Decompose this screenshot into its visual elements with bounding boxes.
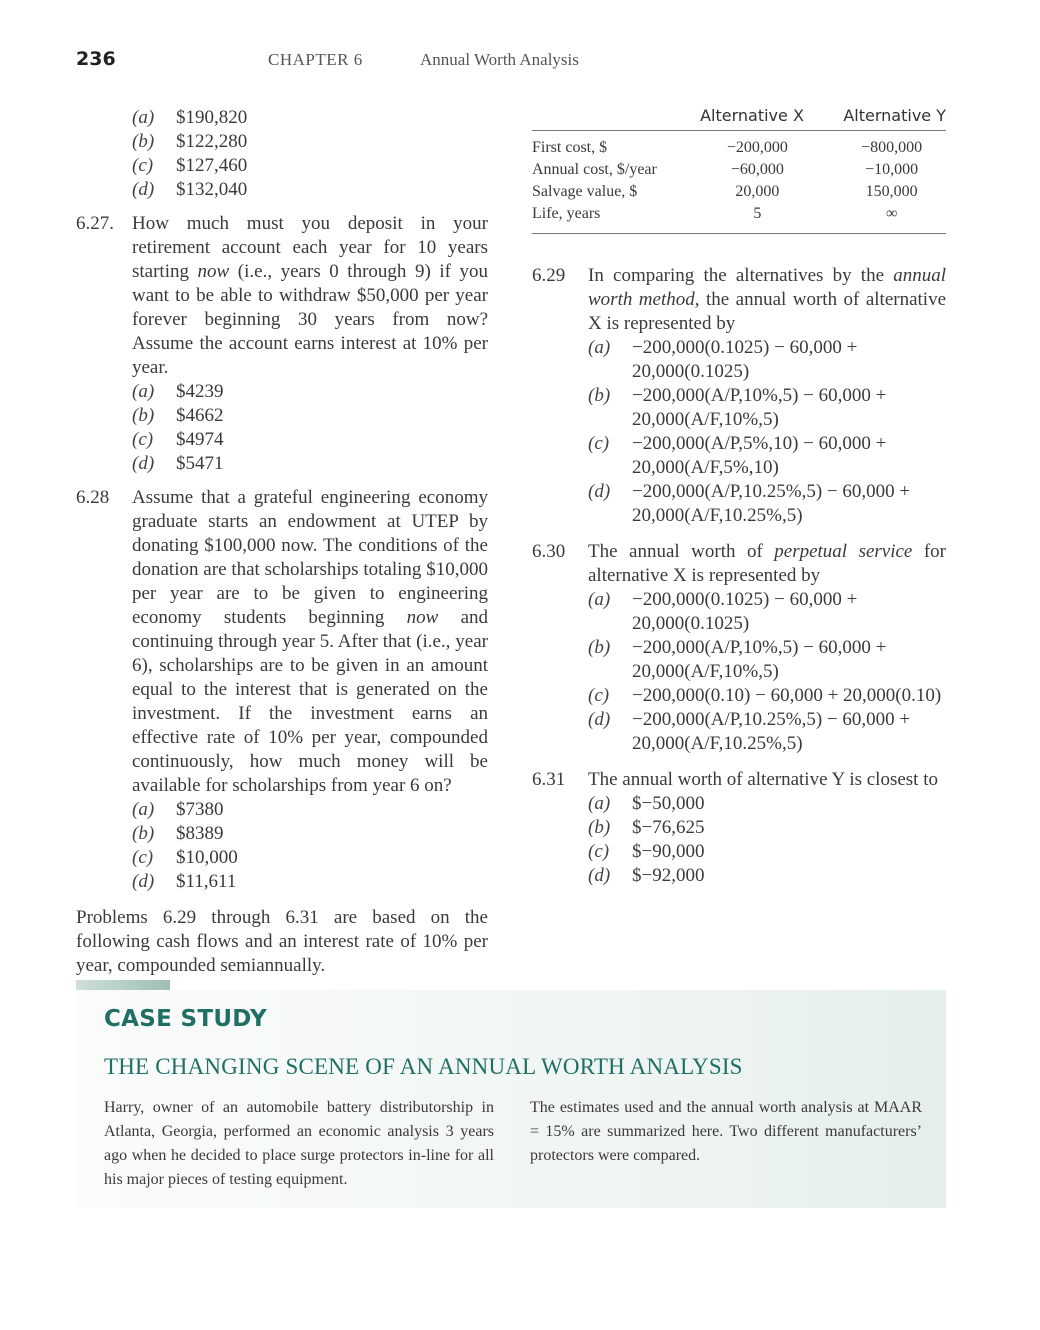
problem-6-28 xyxy=(76,486,488,798)
option-label: (b) xyxy=(132,131,155,152)
problem-6-31-options xyxy=(588,792,946,888)
option-label: (d) xyxy=(132,179,155,200)
option-value: $4239 xyxy=(176,381,224,402)
option-item xyxy=(132,846,488,870)
emphasis: perpetual service xyxy=(774,541,913,562)
problem-text xyxy=(132,486,488,798)
problem-6-29 xyxy=(532,264,946,336)
option-value: $−50,000 xyxy=(632,793,705,814)
option-value: $4662 xyxy=(176,405,224,426)
option-value: −200,000(A/P,10.25%,5) − 60,000 + 20,000(A/F,10.25%,5) xyxy=(632,481,911,526)
prev-problem-options xyxy=(132,106,488,202)
option-value: $190,820 xyxy=(176,107,248,128)
text-part: The annual worth of xyxy=(588,541,775,562)
option-item xyxy=(132,154,488,178)
emphasis: annual worth method, xyxy=(588,265,946,310)
option-item xyxy=(588,684,946,708)
cell-y: −800,000 xyxy=(861,139,923,156)
left-column xyxy=(76,106,488,978)
right-column xyxy=(532,106,946,888)
option-label: (a) xyxy=(132,381,155,402)
option-value: −200,000(A/P,10.25%,5) − 60,000 + 20,000(A/F,10.25%,5) xyxy=(632,709,911,754)
option-value: $−90,000 xyxy=(632,841,705,862)
option-value: −200,000(A/P,10%,5) − 60,000 + 20,000(A/F,10%,5) xyxy=(632,637,887,682)
option-label: (a) xyxy=(588,589,611,610)
problem-6-30 xyxy=(532,540,946,588)
problem-6-29-options xyxy=(588,336,946,528)
option-item xyxy=(132,106,488,130)
option-item xyxy=(132,404,488,428)
case-study-paragraph-1: Harry, owner of an automobile battery distributorship in Atlanta, Georgia, performed an economic analysis 3 years ago when he decided to place surge protectors in-line for all his major pieces of testing equipment. xyxy=(104,1099,494,1188)
option-item xyxy=(132,428,488,452)
option-value: $10,000 xyxy=(176,847,238,868)
cash-flow-table xyxy=(532,106,946,234)
option-value: −200,000(0.10) − 60,000 + 20,000(0.10) xyxy=(632,685,942,706)
option-item xyxy=(132,870,488,894)
option-value: $132,040 xyxy=(176,179,248,200)
problem-text xyxy=(588,540,946,588)
row-label: First cost, $ xyxy=(532,139,608,156)
option-value: $127,460 xyxy=(176,155,248,176)
cell-y: ∞ xyxy=(885,205,898,222)
problem-number: 6.27. xyxy=(76,213,114,234)
option-label: (c) xyxy=(588,433,610,454)
text-part: Assume that a grateful engineering economy graduate starts an endowment at UTEP by donating $100,000 now. The conditions of the donation are that scholarships totaling $10,000 per year are to be given to engineering economy students beginning xyxy=(132,487,488,628)
option-item xyxy=(132,380,488,404)
row-label: Salvage value, $ xyxy=(532,183,638,200)
option-item xyxy=(588,588,946,636)
cell-x: −200,000 xyxy=(726,139,788,156)
option-label: (c) xyxy=(132,155,154,176)
option-item xyxy=(132,452,488,476)
problem-number: 6.29 xyxy=(532,265,566,286)
case-study-tab-decoration xyxy=(76,980,170,990)
option-label: (a) xyxy=(588,337,611,358)
option-value: −200,000(A/P,10%,5) − 60,000 + 20,000(A/F,10%,5) xyxy=(632,385,887,430)
shared-data-intro: Problems 6.29 through 6.31 are based on the following cash flows and an interest rate of 10% per year, compounded semiannually. xyxy=(76,907,488,976)
section-title: Annual Worth Analysis xyxy=(420,50,579,69)
text-part: for alternative X is represented by xyxy=(588,541,947,586)
option-value: $7380 xyxy=(176,799,224,820)
option-value: $4974 xyxy=(176,429,224,450)
table-row xyxy=(532,159,946,181)
option-label: (d) xyxy=(588,865,611,886)
option-item xyxy=(588,840,946,864)
problem-number: 6.31 xyxy=(532,769,566,790)
option-label: (c) xyxy=(132,847,154,868)
problem-number: 6.30 xyxy=(532,541,566,562)
option-label: (a) xyxy=(132,799,155,820)
option-label: (a) xyxy=(588,793,611,814)
option-item xyxy=(132,178,488,202)
option-label: (b) xyxy=(132,823,155,844)
problem-6-31 xyxy=(532,768,946,792)
option-label: (c) xyxy=(132,429,154,450)
cell-y: −10,000 xyxy=(865,161,919,178)
option-value: −200,000(0.1025) − 60,000 + 20,000(0.1025) xyxy=(632,337,858,382)
cell-y: 150,000 xyxy=(865,183,918,200)
option-value: $122,280 xyxy=(176,131,248,152)
table-row xyxy=(532,137,946,159)
text-part: How much must you deposit in your retirement account each year for 10 years starting xyxy=(132,213,488,282)
option-item xyxy=(132,130,488,154)
text-part: and continuing through year 5. After that (i.e., year 6), scholarships are to be given in an amount equal to the interest that is generated on the investment. If the investment earns an effective rate of 10% per year, compounded continuously, how much money will be available for scholarships from year 6 on? xyxy=(132,607,488,796)
option-label: (d) xyxy=(132,453,155,474)
case-study-title: CASE STUDY xyxy=(104,1006,267,1032)
option-item xyxy=(588,480,946,528)
option-item xyxy=(588,816,946,840)
problem-6-28-options xyxy=(132,798,488,894)
table-row xyxy=(532,203,946,225)
problem-text xyxy=(588,264,946,336)
chapter-label: CHAPTER 6 xyxy=(268,50,363,69)
option-value: $8389 xyxy=(176,823,224,844)
problem-text xyxy=(132,212,488,380)
row-label: Life, years xyxy=(532,205,601,222)
header-blank xyxy=(532,106,682,130)
option-value: $11,611 xyxy=(176,871,237,892)
option-value: $5471 xyxy=(176,453,224,474)
case-study-subtitle: THE CHANGING SCENE OF AN ANNUAL WORTH ANALYSIS xyxy=(104,1054,743,1079)
option-value: −200,000(0.1025) − 60,000 + 20,000(0.1025) xyxy=(632,589,858,634)
option-item xyxy=(588,864,946,888)
option-label: (c) xyxy=(588,841,610,862)
problem-6-27 xyxy=(76,212,488,380)
option-label: (d) xyxy=(132,871,155,892)
text-part: In comparing the alternatives by the xyxy=(588,265,894,286)
option-item xyxy=(132,822,488,846)
option-label: (d) xyxy=(588,709,611,730)
page-number: 236 xyxy=(76,48,116,70)
problem-text: The annual worth of alternative Y is closest to xyxy=(588,769,938,790)
case-study-paragraph-2: The estimates used and the annual worth analysis at MAAR = 15% are summarized here. Two different manufacturers’ protectors were compared. xyxy=(530,1099,922,1164)
option-label: (b) xyxy=(132,405,155,426)
option-item xyxy=(132,798,488,822)
option-label: (c) xyxy=(588,685,610,706)
option-label: (a) xyxy=(132,107,155,128)
option-label: (b) xyxy=(588,817,611,838)
option-label: (b) xyxy=(588,637,611,658)
problem-6-30-options xyxy=(588,588,946,756)
option-item xyxy=(588,636,946,684)
option-value: $−76,625 xyxy=(632,817,705,838)
option-value: −200,000(A/P,5%,10) − 60,000 + 20,000(A/F,5%,10) xyxy=(632,433,887,478)
cell-x: −60,000 xyxy=(730,161,784,178)
option-item xyxy=(588,792,946,816)
cell-x: 5 xyxy=(753,205,762,222)
option-item xyxy=(588,432,946,480)
emphasis: now xyxy=(406,607,439,628)
option-label: (d) xyxy=(588,481,611,502)
text-part: the annual worth of alternative X is represented by xyxy=(588,289,947,334)
text-part: (i.e., years 0 through 9) if you want to be able to withdraw $50,000 per year forever beginning 30 years from now? Assume the account earns interest at 10% per year. xyxy=(132,261,488,378)
problem-6-27-options xyxy=(132,380,488,476)
option-item xyxy=(588,384,946,432)
problem-number: 6.28 xyxy=(76,487,110,508)
table-row xyxy=(532,181,946,203)
row-label: Annual cost, $/year xyxy=(532,161,657,178)
table-body xyxy=(532,131,946,234)
option-item xyxy=(588,336,946,384)
header-alternative-x: Alternative X xyxy=(700,106,804,125)
table-header xyxy=(532,106,946,131)
cell-x: 20,000 xyxy=(735,183,780,200)
option-item xyxy=(588,708,946,756)
header-alternative-y: Alternative Y xyxy=(843,106,946,125)
emphasis: now xyxy=(197,261,230,282)
option-label: (b) xyxy=(588,385,611,406)
option-value: $−92,000 xyxy=(632,865,705,886)
